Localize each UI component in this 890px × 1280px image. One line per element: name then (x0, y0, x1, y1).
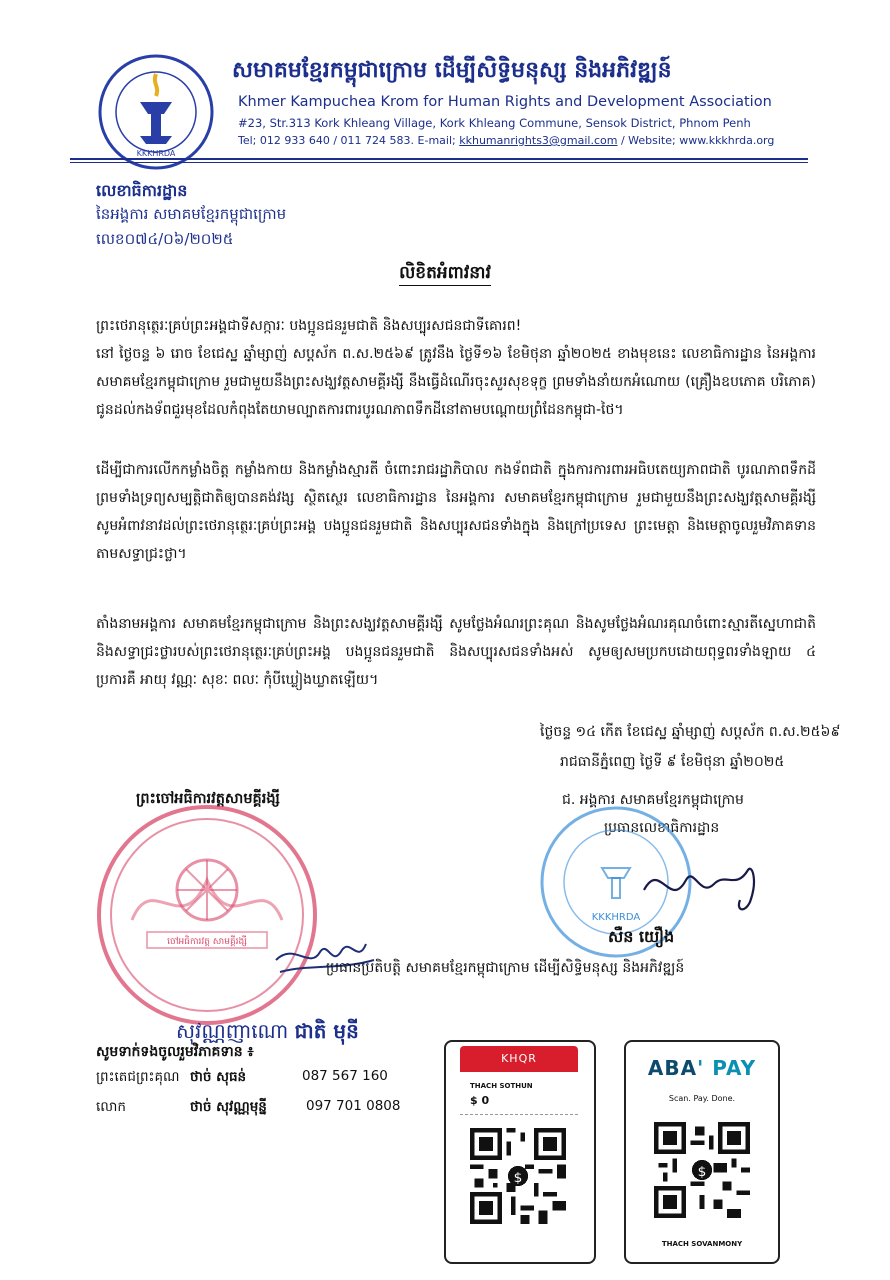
org-name-khmer: សមាគមខ្មែរកម្ពុជាក្រោម ដើម្បីសិទ្ធិមនុស្ស និងអភិវឌ្ឍន៍ (232, 58, 672, 83)
aba-account-name: THACH SOVANMONY (661, 1240, 743, 1248)
solar-date: រាជធានីភ្នំពេញ ថ្ងៃទី ៩ ខែមិថុនា ឆ្នាំ២០២៥ (560, 754, 785, 770)
left-signer-prefix: សុវណ្ណញាណោ (176, 1019, 289, 1043)
svg-text:$: $ (513, 1169, 523, 1186)
pay-brand: ' PAY (697, 1056, 757, 1080)
left-signer-title: ព្រះចៅអធិការវត្តសាមគ្គីរង្សី (136, 791, 280, 807)
contact-1-title: ព្រះតេជព្រះគុណ (96, 1069, 180, 1085)
executive-director-title: ប្រធានប្រតិបត្តិ សមាគមខ្មែរកម្ពុជាក្រោម ដើម្បីសិទ្ធិមនុស្ស និងអភិវឌ្ឍន៍ (326, 960, 685, 976)
org-name-english: Khmer Kampuchea Krom for Human Rights and Development Association (238, 94, 772, 110)
svg-text:ចៅអធិការវត្ត សាមគ្គីរង្សី: ចៅអធិការវត្ត សាមគ្គីរង្សី (167, 937, 247, 947)
svg-text:KKKHRDA: KKKHRDA (591, 912, 641, 923)
letter-title-text: លិខិតអំពាវនាវ (399, 263, 491, 286)
contact-2-name: ថាច់ សុវណ្ណមុន្នី (190, 1099, 267, 1115)
header-divider (70, 158, 808, 160)
right-signer-role: ប្រធានលេខាធិការដ្ឋាន (604, 820, 720, 836)
khqr-payment-card[interactable] (444, 1040, 596, 1264)
email-link[interactable]: kkhumanrights3@gmail.com (459, 134, 618, 147)
reference-number: លេខ០៧៤/០៦/២០២៥ (96, 230, 234, 248)
association-logo (96, 52, 216, 172)
header-divider-thin (70, 162, 808, 163)
khqr-amount: $ 0 (470, 1094, 490, 1107)
contact-suffix: / Website; www.kkkhrda.org (617, 134, 775, 147)
right-signer-name: សឺន យឿង (608, 927, 675, 946)
right-handwritten-signature (640, 850, 770, 920)
left-signer-name-bold: ជាតិ មុនី (294, 1019, 359, 1043)
svg-text:$: $ (697, 1163, 707, 1180)
contact-2-phone[interactable]: 097 701 0808 (306, 1098, 401, 1114)
right-signer-org: ជ. អង្គការ សមាគមខ្មែរកម្ពុជាក្រោម (562, 792, 744, 808)
khqr-brand: KHQR (460, 1046, 578, 1072)
paragraph-3: តាំងនាមអង្គការ សមាគមខ្មែរកម្ពុជាក្រោម និងព្រះសង្ឃវត្តសាមគ្គីរង្សី សូមថ្លែងអំណរព្រះគុណ និងសូមថ្លែងអំណរគុណចំពោះស្មារតីស្នេហាជាតិ និងសទ្ធាជ្រះថ្លារបស់ព្រះថេរានុត្ថេរៈគ្រប់ព្រះអង្គ បងប្អូនជនរួមជាតិ និងសប្បុរសជនទាំងអស់ សូមឲ្យសមប្រកបដោយពុទ្ធពរទាំងឡាយ ៤ ប្រការគឺ អាយុ វណ្ណៈ សុខៈ ពលៈ កុំបីឃ្លៀងឃ្លាតឡើយ។ (96, 616, 816, 688)
khqr-account-name: THACH SOTHUN (470, 1082, 533, 1090)
svg-text:KKKHRDA: KKKHRDA (136, 149, 176, 158)
department-label: លេខាធិការដ្ឋាន (96, 181, 188, 200)
salutation: ព្រះថេរានុត្ថេរៈគ្រប់ព្រះអង្គជាទីសក្ការៈ បងប្អូនជនរួមជាតិ និងសប្បុរសជនជាទីគោរព! (96, 318, 522, 334)
aba-pay-logo (626, 1056, 778, 1080)
paragraph-1: នៅ ថ្ងៃចន្ទ ៦ រោច ខែជេស្ឋ ឆ្នាំម្សាញ់ សប្តស័ក ព.ស.២៥៦៩ ត្រូវនឹង ថ្ងៃទី១៦ ខែមិថុនា ឆ្នាំ២០២៥ ខាងមុខនេះ លេខាធិការដ្ឋាន នៃអង្គការ សមាគមខ្មែរកម្ពុជាក្រោម រួមជាមួយនឹងព្រះសង្ឃវត្តសាមគ្គីរង្សី នឹងធ្វើដំណើរចុះសួរសុខទុក្ខ ព្រមទាំងនាំយកអំណោយ (គ្រឿងឧបភោគ បរិភោគ) ជូនដល់កងទ័ពជួរមុខដែលកំពុងតែយាមល្បាតការពារបូរណភាពទឹកដីនៅតាមបណ្តោយព្រំដែនកម្ពុជា-ថៃ។ (96, 346, 816, 418)
aba-brand: ABA (647, 1056, 698, 1080)
aba-tagline: Scan. Pay. Done. (668, 1094, 736, 1103)
contact-1-name: ថាច់ សុធន់ (190, 1069, 247, 1085)
contacts-title: សូមទាក់ទងចូលរួមវិភាគទាន ៖ (96, 1044, 254, 1060)
department-org: នៃអង្គការ សមាគមខ្មែរកម្ពុជាក្រោម (96, 205, 287, 223)
aba-pay-card[interactable] (624, 1040, 780, 1264)
lunar-date: ថ្ងៃចន្ទ ១៤ កើត ខែជេស្ឋ ឆ្នាំម្សាញ់ សប្តស័ក ព.ស.២៥៦៩ (540, 724, 841, 740)
khqr-qr-code-icon[interactable] (470, 1128, 566, 1224)
contact-prefix: Tel; 012 933 640 / 011 724 583. E-mail; (238, 134, 460, 147)
letter-title (0, 262, 890, 287)
org-address: #23, Str.313 Kork Khleang Village, Kork Khleang Commune, Sensok District, Phnom Penh (238, 116, 751, 130)
aba-qr-code-icon[interactable] (654, 1122, 750, 1218)
org-contact (238, 134, 774, 147)
red-temple-seal (92, 800, 322, 1030)
contact-1-phone[interactable]: 087 567 160 (302, 1068, 388, 1084)
khqr-divider (460, 1114, 578, 1115)
contact-2-title: លោក (96, 1099, 126, 1115)
paragraph-2: ដើម្បីជាការលើកកម្លាំងចិត្ត កម្លាំងកាយ និងកម្លាំងស្មារតី ចំពោះរាជរដ្ឋាភិបាល កងទ័ពជាតិ ក្នុងការការពារអធិបតេយ្យភាពជាតិ បូរណភាពទឹកដី ព្រមទាំងទ្រព្យសម្បត្តិជាតិឲ្យបានគង់វង្ស ស្ថិតស្ថេរ លេខាធិការដ្ឋាន នៃអង្គការ សមាគមខ្មែរកម្ពុជាក្រោម រួមជាមួយនឹងព្រះសង្ឃវត្តសាមគ្គីរង្សី សូមអំពាវនាវដល់ព្រះថេរានុត្ថេរៈគ្រប់ព្រះអង្គ បងប្អូនជនរួមជាតិ និងសប្បុរសជនទាំងក្នុង និងក្រៅប្រទេស ព្រះមេត្តា និងមេត្តាចូលរួមវិភាគទានតាមសទ្ធាជ្រះថ្លា។ (96, 462, 816, 562)
